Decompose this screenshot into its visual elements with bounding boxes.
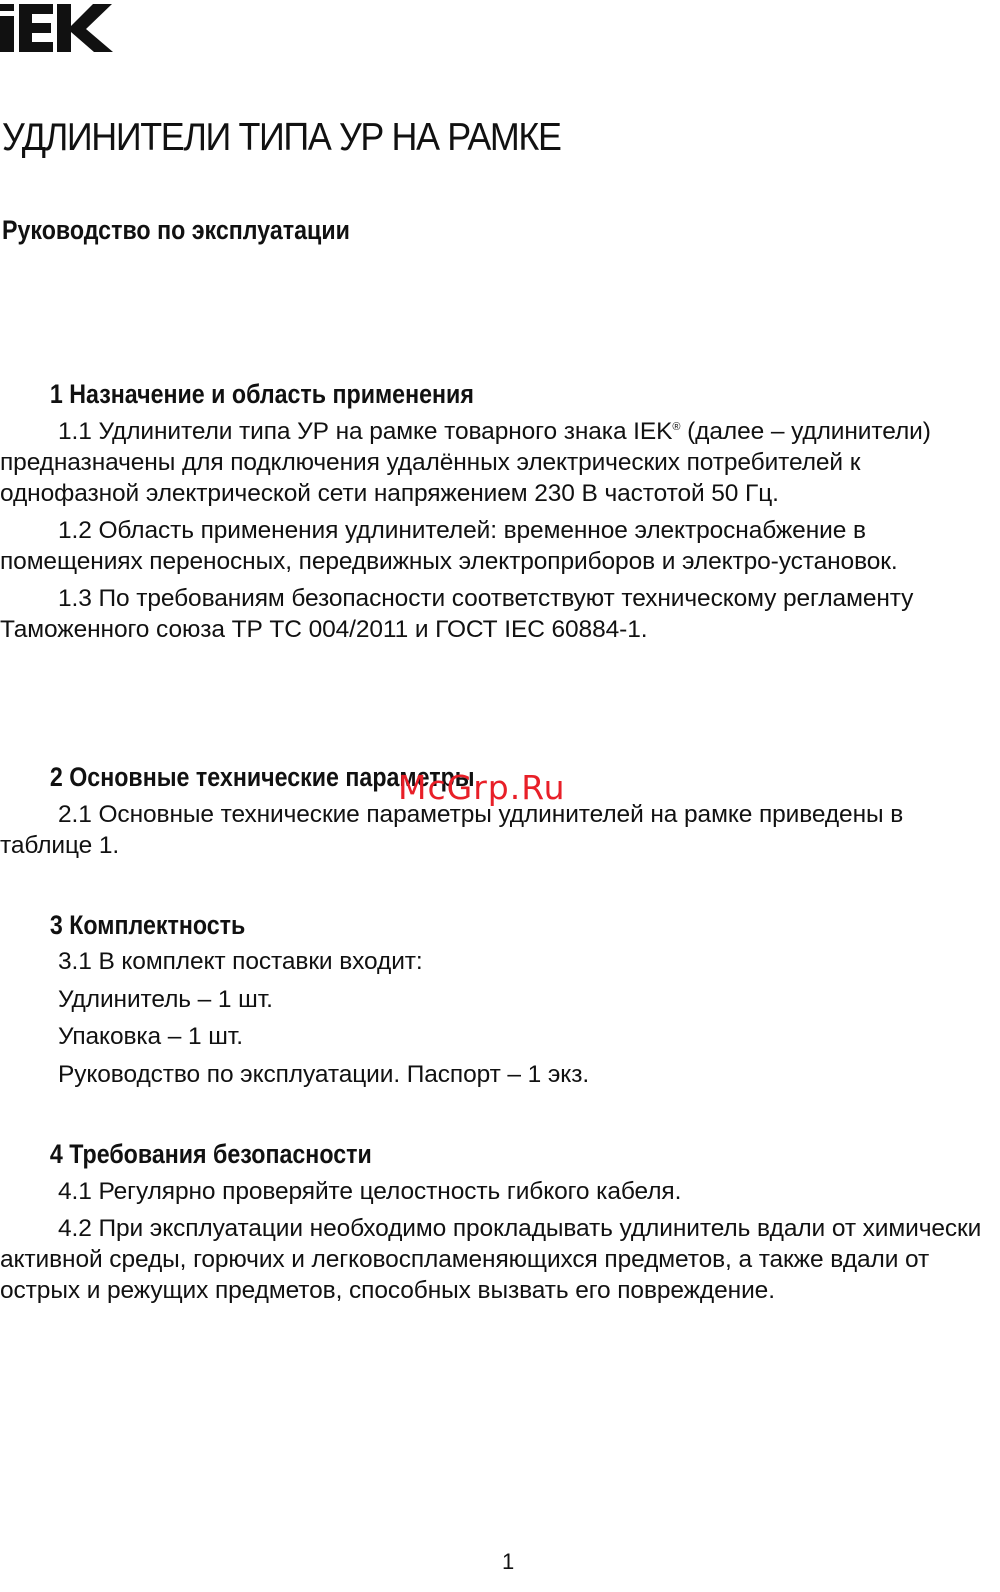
section-heading: 1 Назначение и область применения [49, 379, 474, 409]
document-title: УДЛИНИТЕЛИ ТИПА УР НА РАМКЕ [2, 116, 561, 159]
section-heading: 3 Комплектность [49, 910, 246, 940]
list-item: Руководство по эксплуатации. Паспорт – 1 экз. [58, 1060, 590, 1088]
section-heading: 4 Требования безопасности [49, 1139, 372, 1169]
registered-mark: ® [672, 420, 681, 433]
page-number: 1 [502, 1549, 515, 1574]
section-safety [0, 1136, 990, 1306]
iek-logo [0, 0, 114, 56]
section-contents [0, 907, 990, 1093]
list-item: Упаковка – 1 шт. [58, 1023, 243, 1050]
list-item: 3.1 В комплект поставки входит: [58, 948, 423, 975]
paragraph-2-1: 2.1 Основные технические параметры удлинителей на рамке приведены в таблице 1. [0, 801, 904, 859]
section-heading: 2 Основные технические параметры [49, 762, 475, 792]
document-subtitle: Руководство по эксплуатации [2, 215, 350, 245]
watermark-text: McGrp.Ru [398, 768, 566, 807]
paragraph-1-2: 1.2 Область применения удлинителей: временное электроснабжение в помещениях переносных, передвижных электроприборов и электро-установок. [0, 517, 898, 575]
list-item: Удлинитель – 1 шт. [58, 985, 273, 1013]
paragraph-4-2: 4.2 При эксплуатации необходимо прокладывать удлинитель вдали от химически активной среды, горючих и легковоспламеняющихся предметов, а также вдали от острых и режущих предметов, способных вызвать его повреждение. [0, 1215, 982, 1304]
paragraph-1-3: 1.3 По требованиям безопасности соответствуют техническому регламенту Таможенного союза ТР ТС 004/2011 и ГОСТ IEC 60884-1. [0, 585, 914, 643]
paragraph-4-1: 4.1 Регулярно проверяйте целостность гибкого кабеля. [58, 1178, 682, 1205]
section-purpose [0, 376, 990, 645]
paragraph-1-1: 1.1 Удлинители типа УР на рамке товарного знака IEK® (далее – удлинители) предназначены для подключения удалённых электрических потребителей к однофазной электрической сети напряжением 230 В частотой 50 Гц. [0, 418, 931, 507]
